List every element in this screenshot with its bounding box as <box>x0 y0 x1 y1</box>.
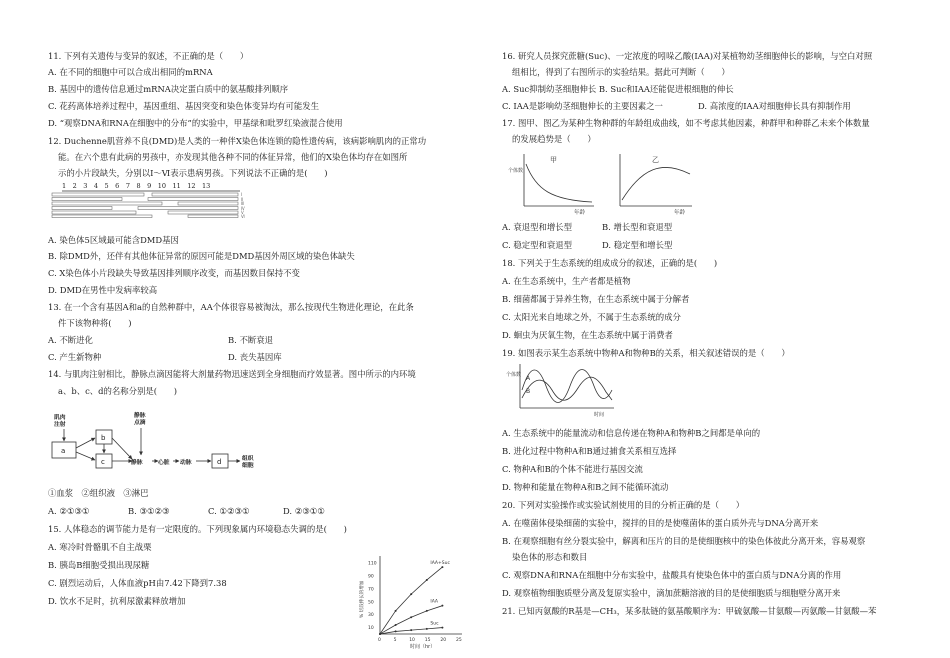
xtick-label: 0 <box>378 638 381 643</box>
heart-label: 心脏 <box>158 460 170 466</box>
yi-curve <box>622 167 690 200</box>
series-point <box>395 610 397 612</box>
jia-title: 甲 <box>550 156 557 164</box>
q12-stem-line2: 能。在六个患有此病的男孩中，亦发现其他各种不同的体征异常，他们的X染色体均存在如图所 <box>58 152 408 162</box>
flow-arrows <box>48 402 348 482</box>
q14-stem-line2: a、b、c、d的名称分别是( ) <box>58 386 178 396</box>
box-b: b <box>101 434 106 442</box>
q14-option-a: A. ②①③① <box>48 506 90 516</box>
series-point <box>410 593 412 595</box>
svg-text:Ⅳ: Ⅳ <box>241 206 245 211</box>
series-point <box>410 629 412 631</box>
series-point <box>426 610 428 612</box>
q17-option-c: C. 稳定型和衰退型 <box>502 240 573 250</box>
series-point <box>395 630 397 632</box>
vein-label: 静脉 <box>131 460 143 466</box>
q21-stem: 21. 已知丙氨酸的R基是—CH₃，某多肽链的氨基酸顺序为：甲硫氨酸—甘氨酸—丙氨酸—甘氨酸—苯 <box>502 606 877 616</box>
q16-option-d: D. 高浓度的IAA对细胞伸长具有抑制作用 <box>698 101 851 111</box>
series-point <box>410 616 412 618</box>
q15-option-a: A. 寒冷时骨骼肌不自主战栗 <box>48 542 152 552</box>
q12-stem-line1: 12. Duchenne肌营养不良(DMD)是人类的一种伴X染色体连锁的隐性遗传病，该病影响肌肉的正常功 <box>48 136 427 146</box>
q14-legend: ①血浆 ②组织液 ③淋巴 <box>48 488 149 498</box>
q12-stem-line3: 示的小片段缺失，分别以Ⅰ～Ⅵ表示患病男孩。下列说法不正确的是( ) <box>58 168 328 178</box>
q19-option-d: D. 物种和能量在物种A和B之间不能循环流动 <box>502 482 669 492</box>
q11-option-b: B. 基因中的遗传信息通过mRNA决定蛋白质中的氨基酸排列顺序 <box>48 84 289 94</box>
q18-stem: 18. 下列关于生态系统的组成成分的叙述，正确的是( ) <box>502 258 718 268</box>
q18-option-a: A. 在生态系统中，生产者都是植物 <box>502 276 631 286</box>
q17-option-d: D. 稳定型和增长型 <box>602 240 673 250</box>
q19-option-c: C. 物种A和B的个体不能进行基因交流 <box>502 464 643 474</box>
box-a: a <box>61 447 66 455</box>
q12-option-a: A. 染色体5区域最可能含DMD基因 <box>48 235 179 245</box>
q16-option-ab: A. Suc抑制幼茎细胞伸长 B. Suc和IAA还能促进根细胞的伸长 <box>502 84 734 94</box>
chromosome-deletion-figure <box>48 182 258 218</box>
q18-option-d: D. 蛔虫为厌氧生物，在生态系统中属于消费者 <box>502 330 673 340</box>
q20-option-b-line2: 染色体的形态和数目 <box>512 552 588 562</box>
q12-option-d: D. DMD在男性中发病率较高 <box>48 285 158 295</box>
series-point <box>379 633 381 635</box>
q15-stem: 15. 人体稳态的调节能力是有一定限度的。下列现象属内环境稳态失调的是( ) <box>48 524 347 534</box>
svg-text:Ⅴ: Ⅴ <box>241 210 244 215</box>
q15-option-b: B. 胰岛B细胞受损出现尿糖 <box>48 560 150 570</box>
q14-option-c: C. ①②③① <box>208 506 250 516</box>
q16-stem-line2: 组相比，得到了右图所示的实验结果。据此可判断（ ） <box>512 67 730 77</box>
ytick-label: 70 <box>368 587 374 593</box>
q12-option-c: C. X染色体小片段缺失导致基因排列顺序改变，而基因数目保持不变 <box>48 268 300 278</box>
q20-option-b-line1: B. 在观察细胞有丝分裂实验中，解离和压片的目的是使细胞核中的染色体彼此分离开来，容易观察 <box>502 536 866 546</box>
series-label: Suc <box>430 621 439 627</box>
q19-option-a: A. 生态系统中的能量流动和信息传递在物种A和物种B之间都是单向的 <box>502 428 761 438</box>
jia-xlabel: 年龄 <box>574 210 586 216</box>
xtick-label: 15 <box>424 638 431 643</box>
jia-ylabel: 个体数 <box>508 168 524 174</box>
series-point <box>441 605 443 607</box>
series-point <box>395 624 397 626</box>
q11-option-c: C. 花药离体培养过程中，基因重组、基因突变和染色体变异均有可能发生 <box>48 101 320 111</box>
ytick-label: 90 <box>368 574 374 580</box>
q19-option-b: B. 进化过程中物种A和B通过捕食关系相互选择 <box>502 446 677 456</box>
elongation-chart-svg <box>358 548 468 656</box>
q13-option-c: C. 产生新物种 <box>48 352 102 362</box>
q20-option-a: A. 在噬菌体侵染细菌的实验中，搅拌的目的是使噬菌体的蛋白质外壳与DNA分离开来 <box>502 518 819 528</box>
tissue-cell-label-2: 细胞 <box>242 463 254 469</box>
ytick-label: 10 <box>368 626 374 632</box>
xtick-label: 5 <box>393 638 397 643</box>
q15-option-d: D. 饮水不足时，抗利尿激素释放增加 <box>48 596 186 606</box>
q11-option-d: D. “观察DNA和RNA在细胞中的分布”的实验中，甲基绿和吡罗红染液混合使用 <box>48 118 343 128</box>
xtick-label: 10 <box>409 638 415 643</box>
xtick-label: 20 <box>440 638 447 643</box>
intramuscular-label-2: 注射 <box>54 422 66 428</box>
q11-option-a: A. 在不同的细胞中可以合成出相同的mRNA <box>48 67 213 77</box>
ytick-label: 110 <box>368 561 377 567</box>
q17-option-a: A. 衰退型和增长型 <box>502 222 572 232</box>
q20-option-c: C. 观察DNA和RNA在细胞中分布实验中，盐酸具有使染色体中的蛋白质与DNA分离的作用 <box>502 570 842 580</box>
svg-text:Ⅱ: Ⅱ <box>241 197 243 202</box>
population-cycle-svg <box>502 360 622 418</box>
series-point <box>426 579 428 581</box>
q11-stem: 11. 下列有关遗传与变异的叙述，不正确的是（ ） <box>48 51 249 61</box>
q13-option-d: D. 丧失基因库 <box>228 352 282 362</box>
species-b-label: B <box>526 388 531 395</box>
region-ruler: 1 2 3 4 5 6 7 8 9 10 11 12 13 <box>62 182 211 190</box>
svg-text:Ⅰ: Ⅰ <box>241 192 243 197</box>
q14-option-b: B. ③①②③ <box>128 506 170 516</box>
q18-option-b: B. 细菌都属于异养生物，在生态系统中属于分解者 <box>502 294 690 304</box>
chromosome-bars <box>48 182 258 218</box>
q14-option-d: D. ②③①① <box>283 506 325 516</box>
species-b-curve <box>522 377 612 400</box>
population-ylabel: 个体数 <box>506 372 522 378</box>
q20-stem: 20. 下列对实验操作或实验试剂使用的目的分析正确的是（ ） <box>502 500 745 510</box>
q17-stem-line1: 17. 图甲、图乙为某种生物种群的年龄组成曲线，如不考虑其他因素，种群甲和种群乙未来个体数量 <box>502 118 870 128</box>
population-cycle-chart <box>502 360 622 418</box>
series-point <box>426 628 428 630</box>
q15-option-c: C. 剧烈运动后，人体血液pH由7.42下降到7.38 <box>48 578 227 588</box>
jia-curve <box>526 164 592 202</box>
internal-environment-diagram <box>48 402 348 482</box>
svg-text:Ⅲ: Ⅲ <box>241 201 244 206</box>
q13-stem-line1: 13. 在一个含有基因A和a的自然种群中，AA个体很容易被淘汰，那么按现代生物进化理论，在此条 <box>48 302 414 312</box>
yi-xlabel: 年龄 <box>674 210 686 216</box>
q13-stem-line2: 件下该物种将( ) <box>58 318 132 328</box>
elongation-ylabel: % 切段伸长的增加 <box>360 580 365 618</box>
intramuscular-label-1: 肌肉 <box>54 415 66 421</box>
q16-option-c: C. IAA是影响幼茎细胞伸长的主要因素之一 <box>502 101 663 111</box>
q14-stem-line1: 14. 与肌肉注射相比，静脉点滴因能将大剂量药物迅速送到全身细胞而疗效显著。图中所示的内环境 <box>48 369 416 379</box>
q13-option-a: A. 不断进化 <box>48 335 93 345</box>
age-structure-charts <box>502 150 722 216</box>
time-xlabel: 时间 <box>594 412 605 418</box>
ytick-label: 50 <box>368 600 374 606</box>
q17-stem-line2: 的发展趋势是（ ） <box>512 134 596 144</box>
q17-option-b: B. 增长型和衰退型 <box>602 222 673 232</box>
xtick-label: 25 <box>456 638 462 643</box>
species-a-curve <box>522 370 612 403</box>
iv-drip-label-1: 静脉 <box>134 413 146 419</box>
elongation-chart <box>358 548 468 656</box>
q12-option-b: B. 除DMD外，还伴有其他体征异常的原因可能是DMD基因外周区域的染色体缺失 <box>48 251 355 261</box>
box-c: c <box>101 458 105 466</box>
elongation-xlabel: 时间（hr） <box>410 644 436 650</box>
species-a-label: A <box>526 375 531 382</box>
yi-title: 乙 <box>652 156 659 164</box>
ytick-label: 30 <box>368 613 374 619</box>
series-label: IAA+Suc <box>430 561 450 567</box>
q13-option-b: B. 不断衰退 <box>228 335 273 345</box>
age-structure-svg <box>502 150 722 216</box>
series-label: IAA <box>430 599 439 605</box>
q20-option-d: D. 观察植物细胞质壁分离及复原实验中，滴加蔗糖溶液的目的是使细胞质与细胞壁分离开来 <box>502 588 841 598</box>
tissue-cell-label-1: 组织 <box>242 456 254 462</box>
box-d: d <box>217 458 222 466</box>
svg-text:Ⅵ: Ⅵ <box>241 214 245 218</box>
artery-label: 动脉 <box>180 460 192 466</box>
iv-drip-label-2: 点滴 <box>134 420 146 426</box>
series-point <box>441 566 443 568</box>
series-point <box>441 627 443 629</box>
q18-option-c: C. 太阳光来自地球之外，不属于生态系统的成分 <box>502 312 681 322</box>
q19-stem: 19. 如图表示某生态系统中物种A和物种B的关系，相关叙述错误的是（ ） <box>502 348 790 358</box>
q16-stem-line1: 16. 研究人员探究蔗糖(Suc)、一定浓度的吲哚乙酸(IAA)对某植物幼茎细胞伸长的影响，与空白对照 <box>502 51 873 61</box>
